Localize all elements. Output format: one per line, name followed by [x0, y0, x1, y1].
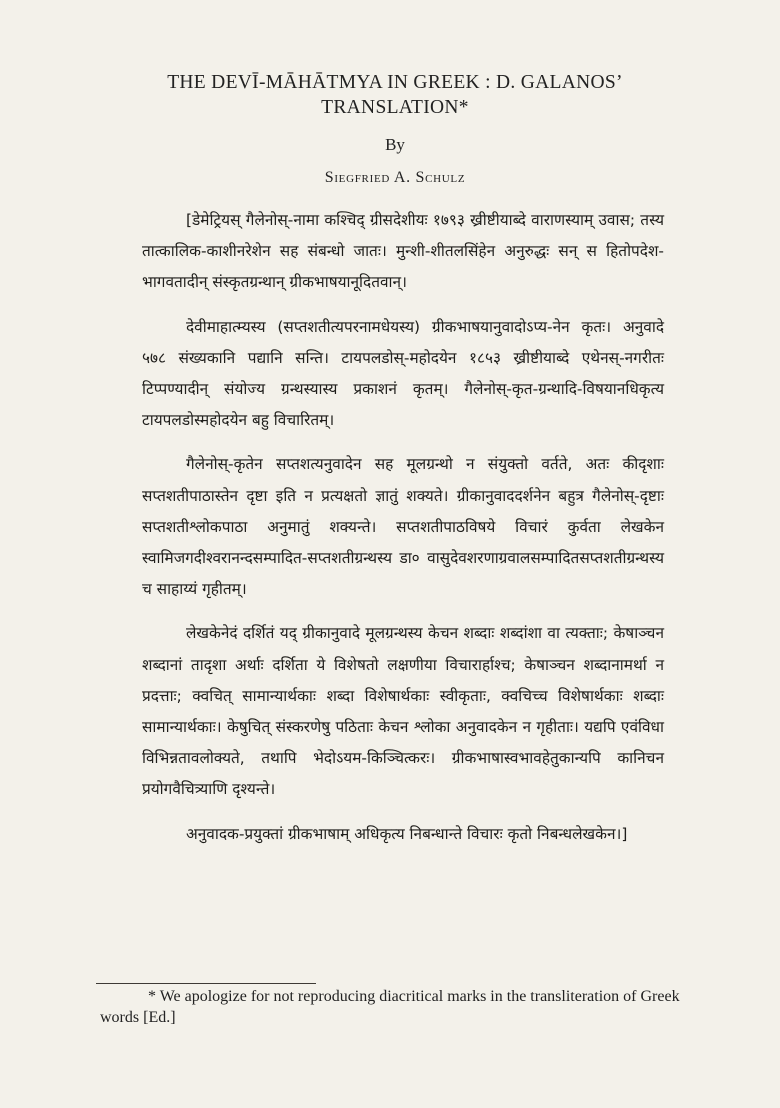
article-title	[100, 70, 690, 120]
article-title-line-1: THE DEVĪ-MĀHĀTMYA IN GREEK : D. GALANOS’	[167, 72, 623, 93]
summary-paragraph-2: देवीमाहात्म्यस्य (सप्तशतीत्यपरनामधेयस्य) ग्रीकभाषयानुवादोऽप्य-नेन कृतः। अनुवादे ५७८ संख्यकानि पद्यानि सन्ति। टायपलडोस्-महोदयेन १८५३ ख्रीष्टीयाब्दे एथेनस्-नगरीतः टिप्पण्यादीन् संयोज्य ग्रन्थस्यास्य प्रकाशनं कृतम्। गैलेनोस्-कृत-ग्रन्थादि-विषयानधिकृत्य टायपलडोस्महोदयेन बहु विचारितम्।	[142, 317, 664, 430]
footnote-divider	[96, 983, 316, 984]
author-name: Siegfried A. Schulz	[324, 169, 466, 186]
summary-paragraph-4: लेखकेनेदं दर्शितं यद् ग्रीकानुवादे मूलग्रन्थस्य केचन शब्दाः शब्दांशा वा त्यक्ताः; केषाञ्चन शब्दानां तादृशा अर्थाः दर्शिता ये विशेषतो लक्षणीया विचारार्हाश्च; केषाञ्चन शब्दानामर्था न प्रदत्ताः; क्वचित् सामान्यार्थकाः शब्दा विशेषार्थकाः स्वीकृताः, क्वचिच्च विशेषार्थकाः शब्दाः सामान्यार्थकाः। केषुचित् संस्करणेषु पठिताः केचन श्लोका अनुवादकेन न गृहीताः। यद्यपि एवंविधा विभिन्नतावलोक्यते, तथापि भेदोऽयम-किञ्चित्करः। ग्रीकभाषास्वभावहेतुकान्यपि कानिचन प्रयोगवैचित्र्याणि दृश्यन्ते।	[142, 624, 664, 799]
sanskrit-summary	[142, 205, 664, 850]
footnote: * We apologize for not reproducing diacritical marks in the transliteration of Greek words [Ed.]	[100, 988, 680, 1026]
byline: By	[385, 135, 405, 154]
summary-paragraph-5: अनुवादक-प्रयुक्तां ग्रीकभाषाम् अधिकृत्य निबन्धान्ते विचारः कृतो निबन्धलेखकेन।]	[186, 824, 628, 843]
summary-paragraph-1: [डेमेट्रियस् गैलेनोस्-नामा कश्चिद् ग्रीसदेशीयः १७९३ ख्रीष्टीयाब्दे वाराणस्याम् उवास; तस्य तात्कालिक-काशीनरेशेन सह संबन्धो जातः। मुन्शी-शीतलसिंहेन अनुरुद्धः सन् स हितोपदेश-भागवतादीन् संस्कृतग्रन्थान् ग्रीकभाषयानूदितवान्।	[142, 211, 664, 292]
summary-paragraph-3: गैलेनोस्-कृतेन सप्तशत्यनुवादेन सह मूलग्रन्थो न संयुक्तो वर्तते, अतः कीदृशाः सप्तशतीपाठास्तेन दृष्टा इति न प्रत्यक्षतो ज्ञातुं शक्यते। ग्रीकानुवाददर्शनेन बहुत्र गैलेनोस्-दृष्टाः सप्तशतीश्लोकपाठा अनुमातुं शक्यन्ते। सप्तशतीपाठविषये विचारं कुर्वता लेखकेन स्वामिजगदीश्वरानन्दसम्पादित-सप्तशतीग्रन्थस्य डा० वासुदेवशरणाग्रवालसम्पादितसप्तशतीग्रन्थस्य च साहाय्यं गृहीतम्।	[142, 455, 664, 599]
article-title-line-2: TRANSLATION*	[321, 97, 469, 118]
